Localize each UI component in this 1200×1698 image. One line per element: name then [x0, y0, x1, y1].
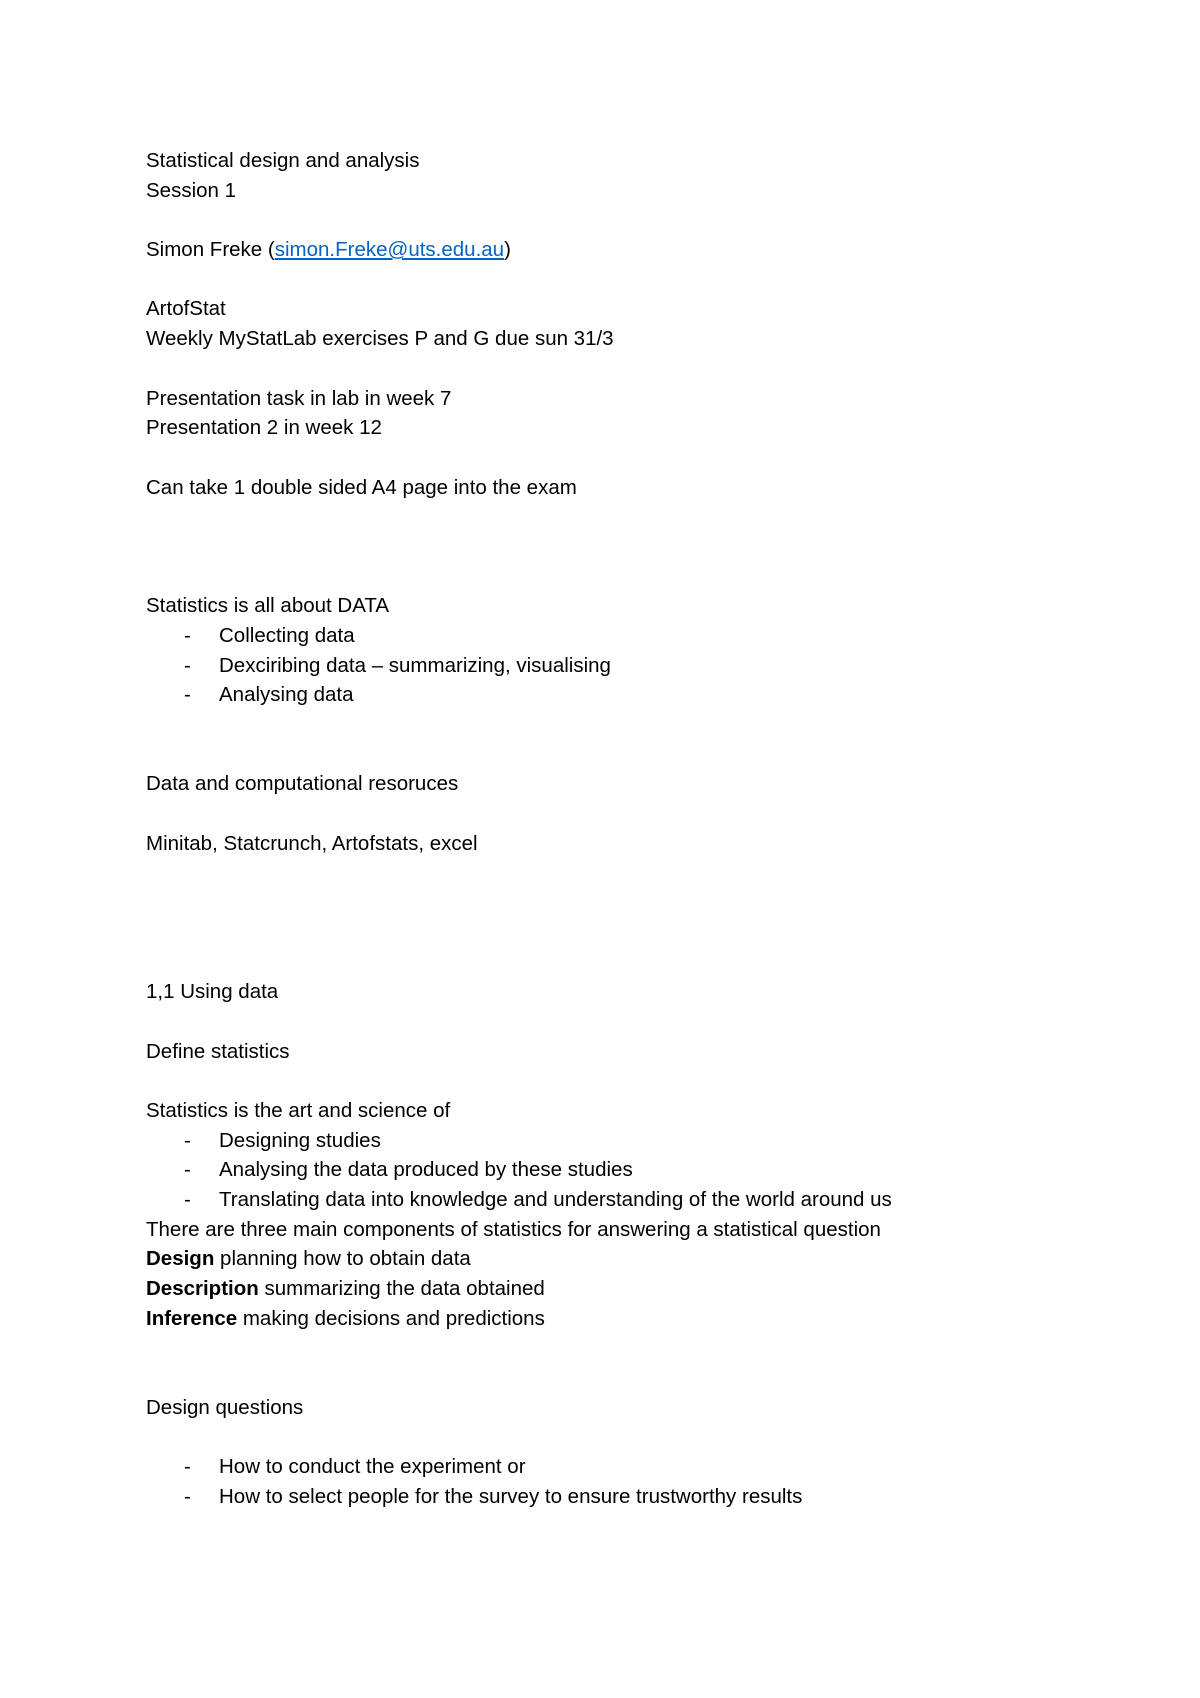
list-item-text: Dexciribing data – summarizing, visualising	[219, 653, 611, 677]
list-item-text: Analysing the data produced by these studies	[219, 1158, 633, 1182]
blank-line	[146, 918, 1106, 948]
blank-line	[146, 354, 1106, 384]
presentation-1-line: Presentation task in lab in week 7	[146, 386, 452, 410]
blank-line	[146, 443, 1106, 473]
blank-line	[146, 859, 1106, 889]
component-description	[146, 1274, 1106, 1304]
document-title: Statistical design and analysis	[146, 149, 420, 172]
blank-line	[146, 502, 1106, 532]
component-desc: summarizing the data obtained	[258, 1277, 545, 1301]
dash-marker: -	[184, 1188, 191, 1212]
list-item	[146, 1126, 1106, 1156]
contact-name: Simon Freke (	[146, 238, 275, 262]
components-intro: There are three main components of statistics for answering a statistical question	[146, 1217, 881, 1241]
list-item	[146, 621, 1106, 651]
list-item-text: Translating data into knowledge and understanding of the world around us	[219, 1188, 892, 1212]
blank-line	[146, 1363, 1106, 1393]
artofstat-line: ArtofStat	[146, 297, 226, 321]
resources-list: Minitab, Statcrunch, Artofstats, excel	[146, 831, 478, 855]
define-statistics-line: Define statistics	[146, 1039, 290, 1063]
dash-marker: -	[184, 653, 191, 677]
dash-marker: -	[184, 683, 191, 707]
list-item	[146, 1482, 1106, 1512]
presentation-2-line: Presentation 2 in week 12	[146, 416, 382, 440]
blank-line	[146, 948, 1106, 978]
component-term: Design	[146, 1247, 215, 1271]
component-design	[146, 1244, 1106, 1274]
art-science-line: Statistics is the art and science of	[146, 1099, 451, 1122]
email-link[interactable]: simon.Freke@uts.edu.au	[274, 238, 505, 262]
dash-marker: -	[184, 1128, 191, 1152]
list-item	[146, 1452, 1106, 1482]
list-item-text: Analysing data	[219, 683, 354, 707]
blank-line	[146, 532, 1106, 562]
list-item-text: How to conduct the experiment or	[219, 1455, 526, 1479]
dash-marker: -	[184, 1484, 191, 1508]
list-item	[146, 651, 1106, 681]
dash-marker: -	[184, 1455, 191, 1479]
dash-marker: -	[184, 624, 191, 647]
document-body	[146, 146, 1106, 1512]
component-term: Inference	[146, 1306, 238, 1330]
design-questions-heading: Design questions	[146, 1395, 304, 1419]
section-heading: 1,1 Using data	[146, 980, 279, 1004]
blank-line	[146, 888, 1106, 918]
session-label: Session 1	[146, 178, 237, 202]
list-item	[146, 1155, 1106, 1185]
list-item-text: Designing studies	[219, 1128, 381, 1152]
blank-line	[146, 562, 1106, 592]
dash-marker: -	[184, 1158, 191, 1182]
list-item	[146, 1185, 1106, 1215]
list-item-text: Collecting data	[219, 624, 355, 647]
list-item-text: How to select people for the survey to ensure trustworthy results	[219, 1484, 803, 1508]
component-inference	[146, 1304, 1106, 1334]
blank-line	[146, 1066, 1106, 1096]
component-desc: planning how to obtain data	[214, 1247, 471, 1271]
weekly-exercises-line: Weekly MyStatLab exercises P and G due sun 31/3	[146, 327, 614, 351]
list-item	[146, 680, 1106, 710]
component-term: Description	[146, 1277, 259, 1301]
blank-line	[146, 710, 1106, 740]
exam-note-line: Can take 1 double sided A4 page into the exam	[146, 475, 577, 499]
blank-line	[146, 205, 1106, 235]
blank-line	[146, 1334, 1106, 1364]
contact-suffix: )	[504, 238, 511, 262]
component-desc: making decisions and predictions	[237, 1306, 545, 1330]
blank-line	[146, 265, 1106, 295]
about-data-heading: Statistics is all about DATA	[146, 594, 390, 618]
blank-line	[146, 1423, 1106, 1453]
blank-line	[146, 799, 1106, 829]
resources-heading: Data and computational resoruces	[146, 772, 459, 796]
contact-line	[146, 235, 1106, 265]
blank-line	[146, 1007, 1106, 1037]
blank-line	[146, 740, 1106, 770]
